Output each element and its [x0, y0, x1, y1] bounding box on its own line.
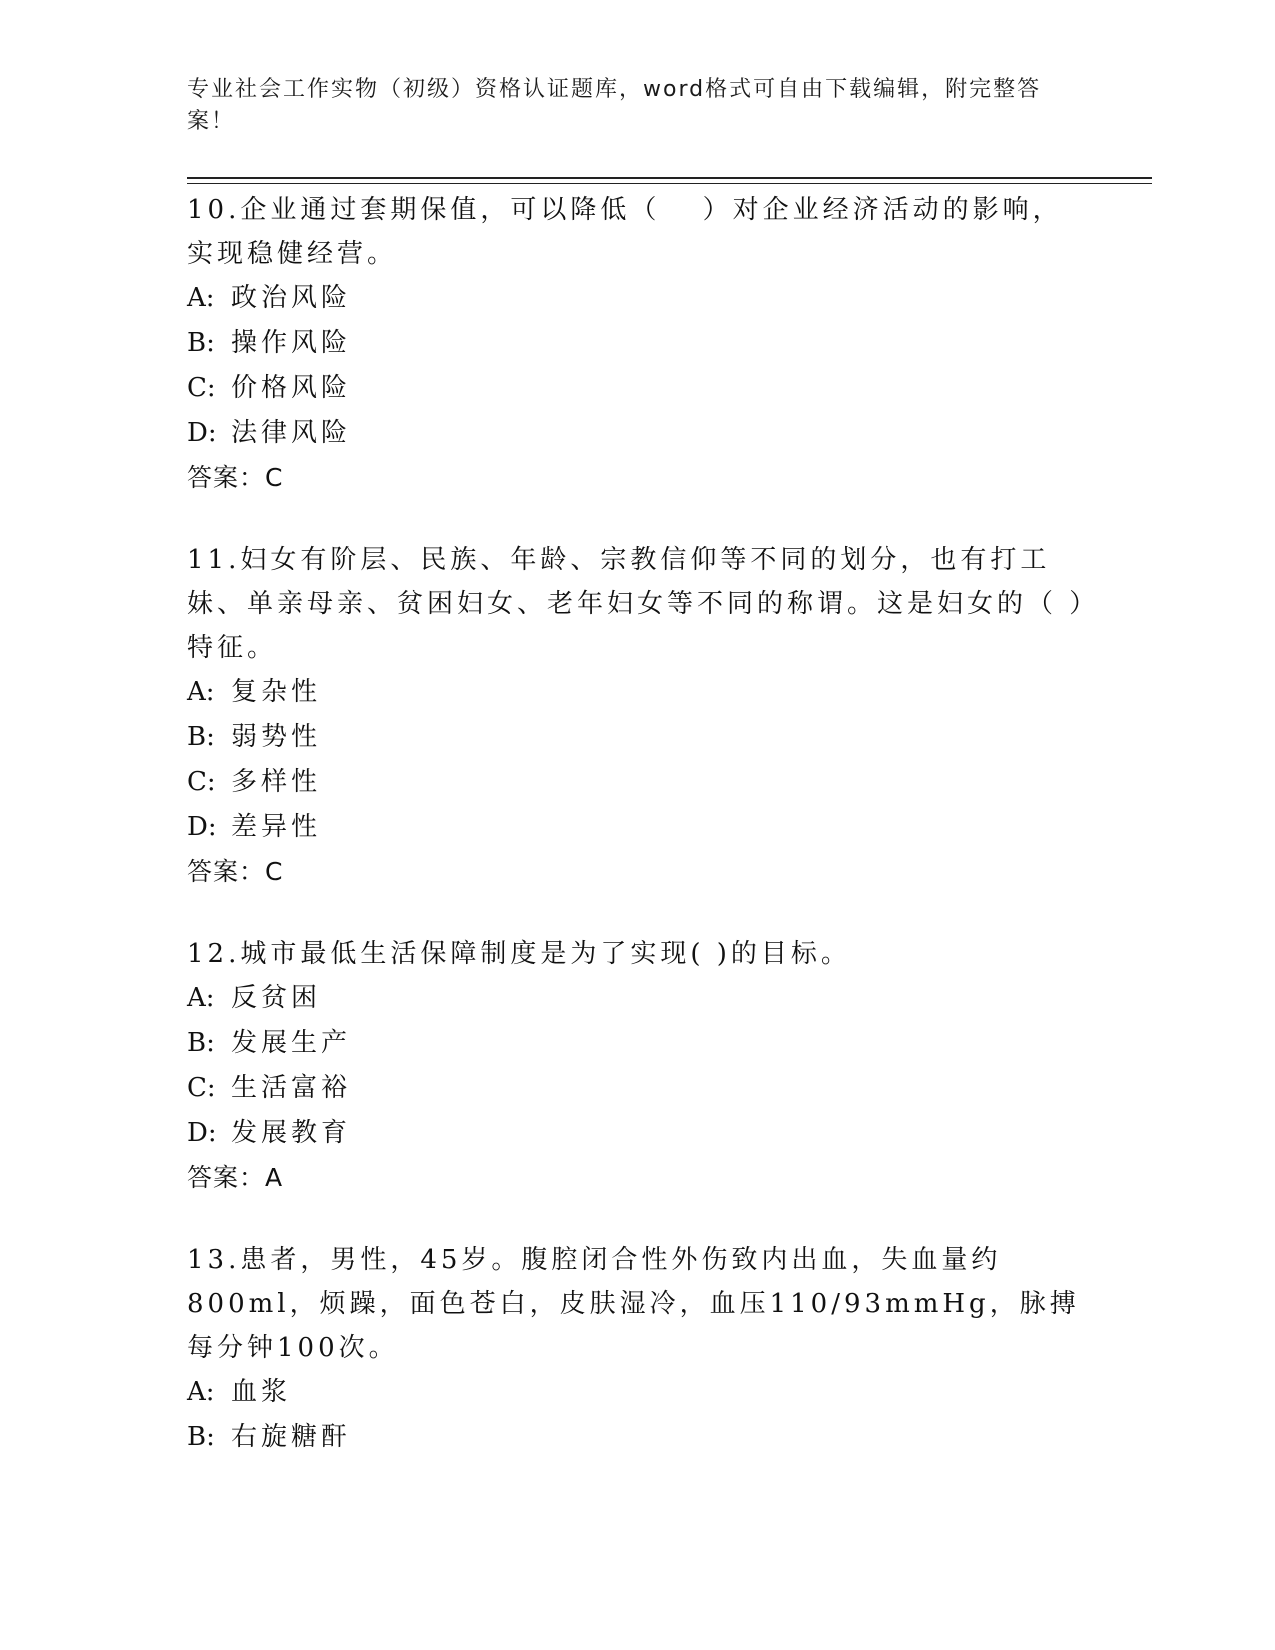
header-divider-thick: [187, 177, 1152, 179]
header-divider-thin: [187, 183, 1152, 184]
question-12: [187, 932, 1087, 1200]
question-list: [187, 188, 1087, 1498]
option-text: 发展生产: [231, 1028, 352, 1058]
option-b: [187, 715, 1087, 760]
option-letter: A:: [187, 983, 215, 1013]
option-b: [187, 1021, 1087, 1066]
option-text: 多样性: [231, 767, 322, 797]
option-a: [187, 1370, 1087, 1415]
question-11: [187, 538, 1087, 894]
option-text: 法律风险: [231, 418, 352, 448]
option-text: 血浆: [231, 1377, 292, 1407]
option-b: [187, 1415, 1087, 1460]
answer-line: 答案：C: [187, 857, 284, 886]
option-letter: C:: [187, 767, 216, 797]
option-text: 发展教育: [231, 1118, 352, 1148]
option-letter: D:: [187, 1118, 217, 1148]
option-letter: B:: [187, 328, 215, 358]
option-text: 弱势性: [231, 722, 322, 752]
option-d: [187, 805, 1087, 850]
question-stem: 11.妇女有阶层、民族、年龄、宗教信仰等不同的划分，也有打工妹、单亲母亲、贫困妇女、老年妇女等不同的称谓。这是妇女的（ ）特征。: [187, 545, 1087, 663]
option-letter: A:: [187, 677, 215, 707]
question-stem: 12.城市最低生活保障制度是为了实现( )的目标。: [187, 939, 851, 969]
option-letter: B:: [187, 1422, 215, 1452]
option-letter: A:: [187, 283, 215, 313]
option-letter: B:: [187, 1028, 215, 1058]
option-text: 操作风险: [231, 328, 352, 358]
option-b: [187, 321, 1087, 366]
option-text: 右旋糖酐: [231, 1422, 352, 1452]
question-stem: 13.患者，男性，45岁。腹腔闭合性外伤致内出血，失血量约800ml，烦躁，面色苍白，皮肤湿冷，血压110/93mmHg，脉搏每分钟100次。: [187, 1245, 1080, 1363]
option-text: 复杂性: [231, 677, 322, 707]
answer-line: 答案：C: [187, 463, 284, 492]
option-text: 政治风险: [231, 283, 352, 313]
option-d: [187, 411, 1087, 456]
option-d: [187, 1111, 1087, 1156]
option-text: 生活富裕: [231, 1073, 352, 1103]
option-letter: C:: [187, 373, 216, 403]
option-text: 差异性: [231, 812, 322, 842]
document-header: [187, 74, 1067, 138]
option-letter: D:: [187, 418, 217, 448]
header-text: 专业社会工作实物（初级）资格认证题库，word格式可自由下载编辑，附完整答案！: [187, 77, 1042, 134]
option-letter: D:: [187, 812, 217, 842]
option-letter: B:: [187, 722, 215, 752]
option-c: [187, 760, 1087, 805]
option-a: [187, 670, 1087, 715]
option-letter: A:: [187, 1377, 215, 1407]
question-stem: 10.企业通过套期保值，可以降低（ ）对企业经济活动的影响，实现稳健经营。: [187, 195, 1063, 269]
option-text: 反贫困: [231, 983, 322, 1013]
answer-line: 答案：A: [187, 1163, 284, 1192]
question-13: [187, 1238, 1087, 1460]
option-letter: C:: [187, 1073, 216, 1103]
option-c: [187, 366, 1087, 411]
option-a: [187, 276, 1087, 321]
option-text: 价格风险: [231, 373, 352, 403]
option-a: [187, 976, 1087, 1021]
question-10: [187, 188, 1087, 500]
option-c: [187, 1066, 1087, 1111]
